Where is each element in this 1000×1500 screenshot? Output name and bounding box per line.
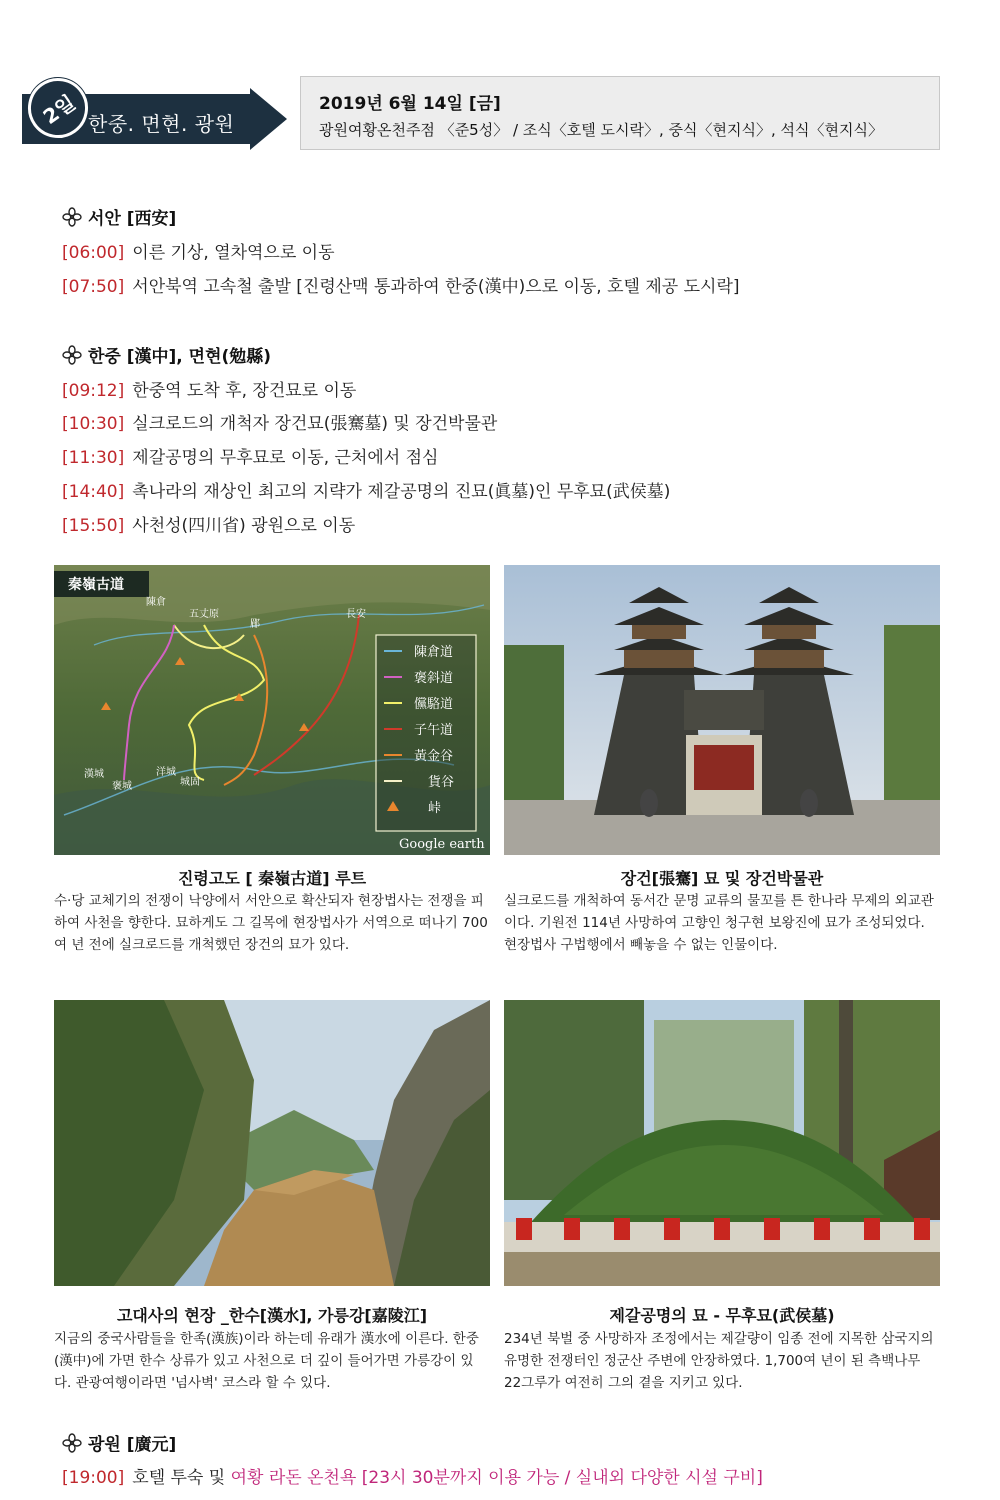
hotel-meals: 광원여황온천주점 〈준5성〉 / 조식〈호텔 도시락〉, 중식〈현지식〉, 석식〈현지식〉 bbox=[319, 121, 883, 139]
section-title-xian bbox=[62, 204, 176, 229]
legend-label: 子午道 bbox=[414, 723, 454, 738]
schedule-text: 제갈공명의 무후묘로 이동, 근처에서 점심 bbox=[132, 448, 439, 468]
schedule-highlight: 여황 라돈 온천욕 [23시 30분까지 이용 가능 / 실내외 다양한 시설 구비] bbox=[230, 1468, 763, 1488]
schedule-item bbox=[62, 443, 438, 468]
photo-title: 제갈공명의 묘 - 무후묘(武侯墓) bbox=[609, 1306, 835, 1325]
legend-label: 陳倉道 bbox=[414, 645, 454, 660]
schedule-item bbox=[62, 376, 356, 401]
photo-caption: 수·당 교체기의 전쟁이 낙양에서 서안으로 확산되자 현장법사는 전쟁을 피하여 사천을 향한다. 묘하게도 그 길목에 현장법사가 서역으로 떠나기 700여 년 전에 실크로드를 개척했던 장건의 묘가 있다. bbox=[54, 893, 488, 953]
schedule-time: [10:30] bbox=[62, 414, 125, 434]
schedule-time: [07:50] bbox=[62, 277, 125, 297]
schedule-time: [06:00] bbox=[62, 243, 125, 263]
schedule-text: 사천성(四川省) 광원으로 이동 bbox=[132, 516, 356, 536]
section-title-text: 한중 [漢中], 면현(勉縣) bbox=[88, 347, 272, 367]
section-title-guangyuan bbox=[62, 1430, 176, 1455]
legend-label: 褒斜道 bbox=[414, 671, 454, 686]
photo-title: 장건[張騫] 묘 및 장건박물관 bbox=[620, 869, 824, 888]
map-place: 五丈原 bbox=[189, 609, 219, 620]
map-label: 秦嶺古道 bbox=[68, 577, 124, 593]
map-place: 城固 bbox=[180, 777, 200, 788]
flower-icon bbox=[62, 1433, 82, 1453]
schedule-item bbox=[62, 272, 740, 297]
legend-label: 黃金谷 bbox=[414, 749, 454, 764]
itinerary-info-box bbox=[300, 76, 940, 150]
schedule-item bbox=[62, 477, 670, 502]
zhangqian-gate-photo bbox=[504, 565, 940, 855]
photo-caption: 234년 북벌 중 사망하자 조정에서는 제갈량이 임종 전에 지목한 삼국지의 유명한 전쟁터인 정군산 주변에 안장하였다. 1,700여 년이 된 측백나무 22그루가 여전히 그의 곁을 지키고 있다. bbox=[504, 1331, 934, 1391]
schedule-item bbox=[62, 238, 335, 263]
legend-label: 儻駱道 bbox=[414, 697, 454, 712]
schedule-time: [09:12] bbox=[62, 381, 125, 401]
map-place: 郿 bbox=[250, 619, 260, 630]
legend-label: 峠 bbox=[428, 801, 442, 816]
photo-title: 진령고도 [ 秦嶺古道] 루트 bbox=[177, 869, 367, 888]
wuhou-tomb-photo bbox=[504, 1000, 940, 1286]
section-title-hanzhong bbox=[62, 342, 271, 367]
section-title-text: 광원 [廣元] bbox=[88, 1435, 177, 1455]
schedule-time: [19:00] bbox=[62, 1468, 125, 1488]
schedule-item bbox=[62, 409, 497, 434]
legend-label: 貨谷 bbox=[428, 775, 455, 790]
schedule-time: [14:40] bbox=[62, 482, 125, 502]
flower-icon bbox=[62, 345, 82, 365]
schedule-time: [11:30] bbox=[62, 448, 125, 468]
map-place: 陳倉 bbox=[146, 597, 166, 608]
section-title-text: 서안 [西安] bbox=[88, 209, 177, 229]
flower-icon bbox=[62, 207, 82, 227]
map-place: 長安 bbox=[346, 609, 366, 620]
schedule-text: 실크로드의 개척자 장건묘(張騫墓) 및 장건박물관 bbox=[132, 414, 498, 434]
map-watermark: Google earth bbox=[399, 837, 485, 852]
day-route: 한중. 면현. 광원 bbox=[88, 112, 235, 136]
schedule-time: [15:50] bbox=[62, 516, 125, 536]
photo-caption: 실크로드를 개척하여 동서간 문명 교류의 물꼬를 튼 한나라 무제의 외교관이다. 기원전 114년 사망하여 고향인 청구현 보왕진에 묘가 조성되었다. 현장법사 구법행에서 빼놓을 수 없는 인물이다. bbox=[504, 893, 934, 953]
schedule-item bbox=[62, 511, 355, 536]
map-place: 褒城 bbox=[112, 781, 132, 792]
schedule-text: 이른 기상, 열차역으로 이동 bbox=[132, 243, 335, 263]
schedule-text: 호텔 투숙 및 bbox=[132, 1468, 231, 1488]
photo-caption: 지금의 중국사람들을 한족(漢族)이라 하는데 유래가 漢水에 이른다. 한중(漢中)에 가면 한수 상류가 있고 사천으로 더 깊이 들어가면 가릉강이 있다. 관광여행이라면 '넘사벽' 코스라 할 수 있다. bbox=[54, 1331, 479, 1391]
day-badge: 2일 bbox=[16, 66, 100, 150]
schedule-text: 한중역 도착 후, 장건묘로 이동 bbox=[132, 381, 357, 401]
schedule-item bbox=[62, 1463, 763, 1488]
map-place: 洋城 bbox=[156, 767, 176, 778]
schedule-text: 서안북역 고속철 출발 [진령산맥 통과하여 한중(漢中)으로 이동, 호텔 제공 도시락] bbox=[132, 277, 740, 297]
qinling-route-map bbox=[54, 565, 490, 855]
schedule-text: 촉나라의 재상인 최고의 지략가 제갈공명의 진묘(眞墓)인 무후묘(武侯墓) bbox=[132, 482, 671, 502]
itinerary-date: 2019년 6월 14일 [금] bbox=[319, 94, 501, 114]
map-place: 漢城 bbox=[84, 769, 104, 780]
photo-title: 고대사의 현장 _한수[漢水], 가릉강[嘉陵江] bbox=[116, 1306, 428, 1325]
han-river-photo bbox=[54, 1000, 490, 1286]
